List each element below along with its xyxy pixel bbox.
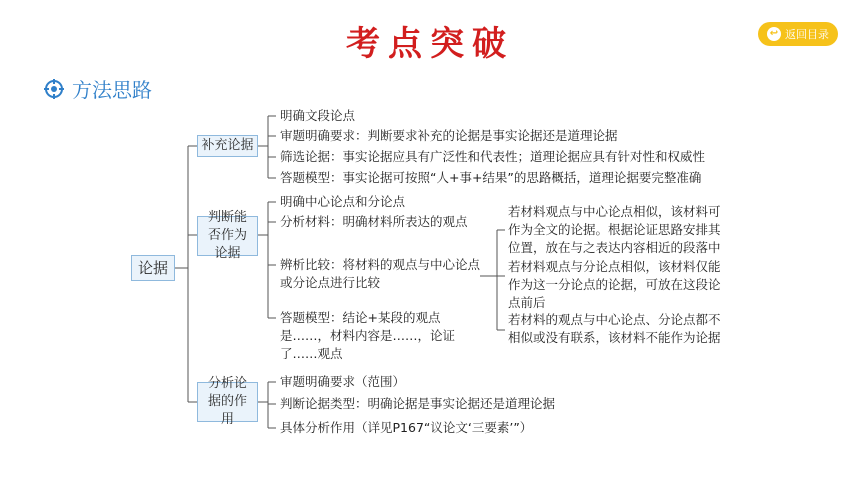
return-arrow-icon: ↩ <box>767 27 781 41</box>
case-2: 若材料观点与分论点相似，该材料仅能作为这一分论点的论据，可放在这段论点前后 <box>508 259 721 310</box>
group3-item-3: 具体分析作用（详见P167“议论文‘三要素’”） <box>280 420 533 435</box>
group1-item-3: 筛选论据：事实论据应具有广泛性和代表性；道理论据应具有针对性和权威性 <box>280 149 706 164</box>
group1-item-2: 审题明确要求：判断要求补充的论据是事实论据还是道理论据 <box>280 128 618 143</box>
group-node-function: 分析论据的作用 <box>197 382 258 422</box>
case-3: 若材料的观点与中心论点、分论点都不相似或没有联系，该材料不能作为论据 <box>508 312 721 345</box>
group1-item-1: 明确文段论点 <box>280 108 356 123</box>
group3-item-1: 审题明确要求（范围） <box>280 374 406 389</box>
page-title: 考点突破 <box>346 24 514 64</box>
section-title: 方法思路 <box>72 78 152 102</box>
back-button-label: 返回目录 <box>785 28 829 41</box>
group2-item-1: 明确中心论点和分论点 <box>280 194 406 209</box>
root-node: 论据 <box>131 255 175 281</box>
group2-item-2: 分析材料：明确材料所表达的观点 <box>280 214 468 229</box>
case-1: 若材料观点与中心论点相似，该材料可作为全文的论据。根据论证思路安排其位置，放在与之表达内容相近的段落中 <box>508 204 721 255</box>
group2-item-4: 答题模型：结论+某段的观点是……，材料内容是……，论证了……观点 <box>280 310 456 361</box>
group1-item-4: 答题模型：事实论据可按照“人+事+结果”的思路概括，道理论据要完整准确 <box>280 170 702 185</box>
group3-item-2: 判断论据类型：明确论据是事实论据还是道理论据 <box>280 396 556 411</box>
group2-item-3: 辨析比较：将材料的观点与中心论点或分论点进行比较 <box>280 257 481 290</box>
group-node-judge: 判断能否作为论据 <box>197 216 258 256</box>
group-node-supplement: 补充论据 <box>197 135 258 157</box>
